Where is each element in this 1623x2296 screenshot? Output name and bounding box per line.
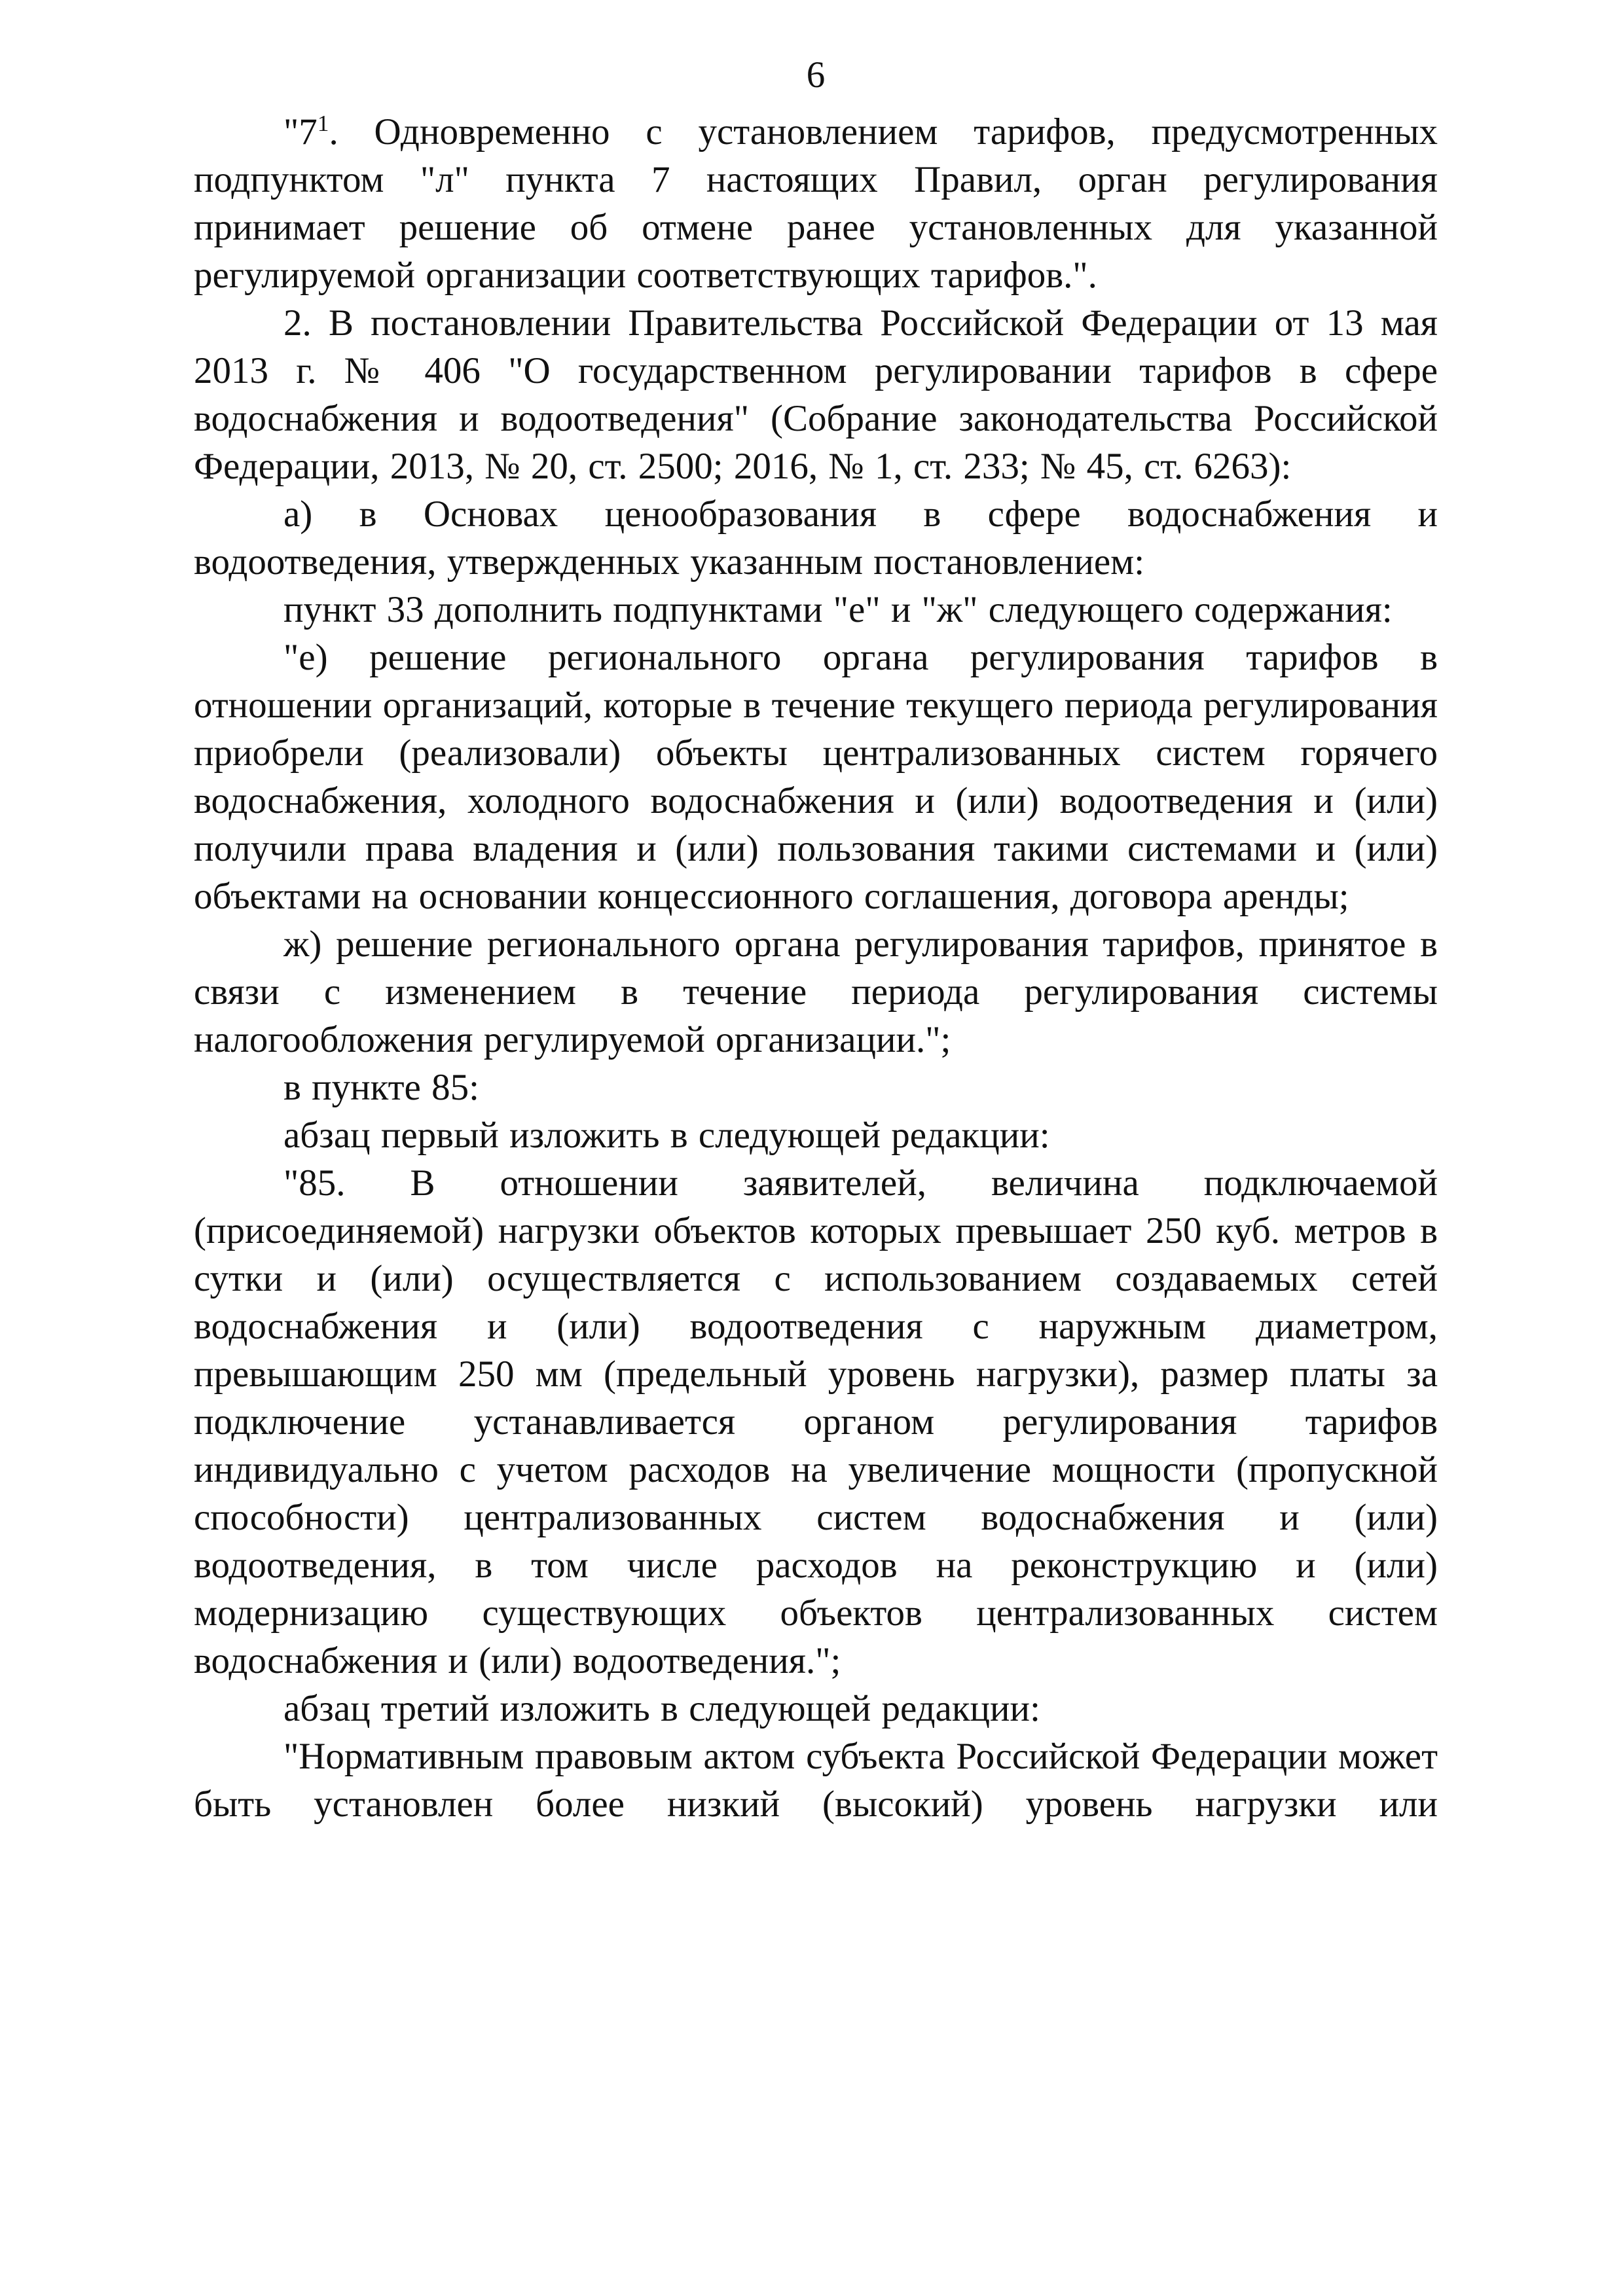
paragraph-subpoint-zh: ж) решение регионального органа регулирования тарифов, принятое в связи с изменением в течение периода регулирования системы налогообложения регулируемой организации."; [194,924,1438,1060]
page-number: 6 [806,54,826,96]
paragraph-third-abzac-intro: абзац третий изложить в следующей редакции: [283,1688,1040,1729]
paragraph-point-2: 2. В постановлении Правительства Российской Федерации от 13 мая 2013 г. № 406 "О государственном регулировании тарифов в сфере водоснабжения и водоотведения" (Собрание законодательства Российской Федерации, 2013, № 20, ст. 2500; 2016, № 1, ст. 233; № 45, ст. 6263): [194,302,1438,487]
paragraph-7-1 [194,108,1438,299]
paragraph-7-1-superscript: 1 [317,111,329,136]
paragraph-7-1-text: . Одновременно с установлением тарифов, предусмотренных подпунктом "л" пункта 7 настоящих Правил, орган регулирования принимает решение об отмене ранее установленных для указанной регулируемой организации соответствующих тарифов.". [194,111,1438,296]
paragraph-first-abzac-intro: абзац первый изложить в следующей редакции: [283,1115,1050,1156]
paragraph-7-1-prefix: "7 [283,111,318,152]
paragraph-point-85-text: "85. В отношении заявителей, величина подключаемой (присоединяемой) нагрузки объектов которых превышает 250 куб. метров в сутки и (или) осуществляется с использованием создаваемых сетей водоснабжения и (или) водоотведения с наружным диаметром, превышающим 250 мм (предельный уровень нагрузки), размер платы за подключение устанавливается органом регулирования тарифов индивидуально с учетом расходов на увеличение мощности (пропускной способности) централизованных систем водоснабжения и (или) водоотведения, в том числе расходов на реконструкцию и (или) модернизацию существующих объектов централизованных систем водоснабжения и (или) водоотведения."; [194,1162,1438,1681]
paragraph-normative-act: "Нормативным правовым актом субъекта Российской Федерации может быть установлен более низкий (высокий) уровень нагрузки или [194,1736,1438,1825]
paragraph-point-85-intro: в пункте 85: [283,1067,479,1108]
paragraph-point-33-amendment: пункт 33 дополнить подпунктами "е" и "ж" следующего содержания: [283,589,1393,630]
paragraph-subpoint-e: "е) решение регионального органа регулирования тарифов в отношении организаций, которые в течение текущего периода регулирования приобрели (реализовали) объекты централизованных систем горячего водоснабжения, холодного водоснабжения и (или) водоотведения и (или) получили права владения и (или) пользования такими системами и (или) объектами на основании концессионного соглашения, договора аренды; [194,637,1438,917]
paragraph-subpoint-a: а) в Основах ценообразования в сфере водоснабжения и водоотведения, утвержденных указанным постановлением: [194,493,1438,583]
